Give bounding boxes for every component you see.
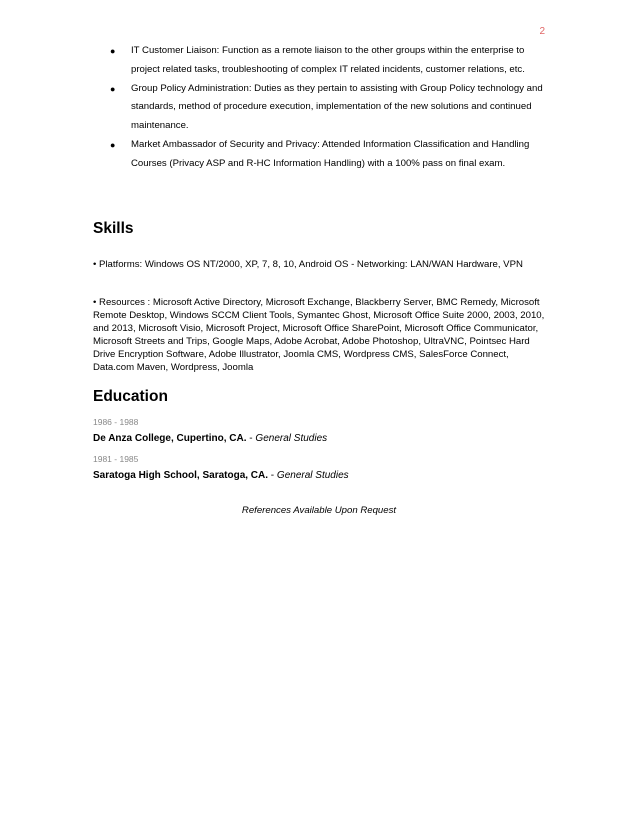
school-program: General Studies <box>276 470 349 481</box>
experience-bullet-text: Group Policy Administration: Duties as they pertain to assisting with Group Policy technology and standards, method of procedure execution, implementation of the new solutions and continued maintenance. <box>131 82 543 132</box>
experience-bullet-text: Market Ambassador of Security and Privacy: Attended Information Classification and Handling Courses (Privacy ASP and R-HC Information Handling) with a 100% pass on final exam. <box>131 138 530 169</box>
skills-heading: Skills <box>93 220 134 237</box>
education-dates: 1986 - 1988 <box>93 417 139 427</box>
experience-bullet-list <box>107 42 547 174</box>
experience-bullet <box>107 80 547 136</box>
bullet-icon: ● <box>110 139 116 150</box>
experience-bullet <box>107 136 547 174</box>
skills-platforms: • Platforms: Windows OS NT/2000, XP, 7, 8, 10, Android OS - Networking: LAN/WAN Hardware, VPN <box>93 259 523 270</box>
bullet-icon: ● <box>110 83 116 94</box>
school-program: General Studies <box>255 433 328 444</box>
references-note: References Available Upon Request <box>241 505 397 516</box>
education-entry <box>93 470 349 481</box>
school-separator: - <box>246 433 256 444</box>
experience-bullet <box>107 42 547 80</box>
education-entry <box>93 433 327 444</box>
experience-bullet-text: IT Customer Liaison: Function as a remote liaison to the other groups within the enterprise to project related tasks, troubleshooting of complex IT related incidents, customer relations, etc. <box>131 45 525 75</box>
school-name: Saratoga High School, Saratoga, CA. <box>93 470 269 481</box>
education-heading: Education <box>93 388 168 405</box>
page-number: 2 <box>539 26 545 37</box>
school-name: De Anza College, Cupertino, CA. <box>93 433 247 444</box>
school-separator: - <box>268 470 277 481</box>
skills-resources: • Resources : Microsoft Active Directory, Microsoft Exchange, Blackberry Server, BMC Remedy, Microsoft Remote Desktop, Windows SCCM Client Tools, Symantec Ghost, Microsoft Office Suite 2000, 2003, 2010, and 2013, Microsoft Visio, Microsoft Project, Microsoft Office SharePoint, Microsoft Office Communicator, Microsoft Streets and Trips, Google Maps, Adobe Acrobat, Adobe Photoshop, UltraVNC, Pointsec Hard Drive Encryption Software, Adobe Illustrator, Joomla CMS, Wordpress CMS, SalesForce Connect, Data.com Maven, Wordpress, Joomla <box>93 297 545 373</box>
education-dates: 1981 - 1985 <box>93 454 139 464</box>
bullet-icon: ● <box>110 46 116 56</box>
